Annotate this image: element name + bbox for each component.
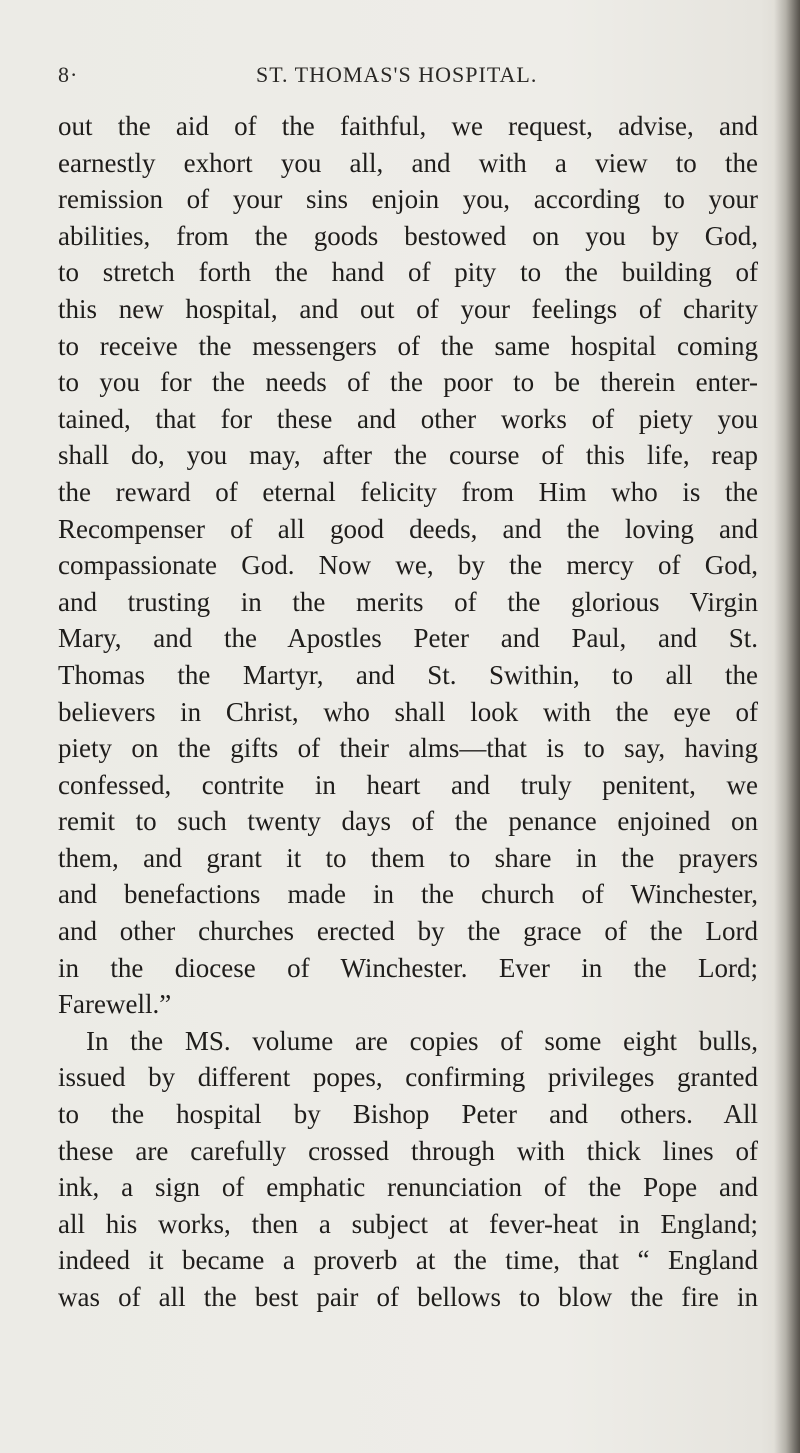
text-line: confessed, contrite in heart and truly penitent, we (58, 769, 758, 800)
running-title: ST. THOMAS'S HOSPITAL. (256, 62, 538, 87)
text-line: in the diocese of Winchester. Ever in the Lord; (58, 952, 758, 983)
text-line: this new hospital, and out of your feelings of charity (58, 293, 758, 324)
text-line: them, and grant it to them to share in the prayers (58, 842, 758, 873)
text-line: Recompenser of all good deeds, and the loving and (58, 513, 758, 544)
text-line: to the hospital by Bishop Peter and others. All (58, 1099, 758, 1130)
text-line: believers in Christ, who shall look with the eye of (58, 696, 758, 727)
text-line: and trusting in the merits of the glorious Virgin (58, 586, 758, 617)
text-line: Farewell.” (58, 989, 172, 1020)
text-line: Thomas the Martyr, and St. Swithin, to all the (58, 659, 758, 690)
text-line: earnestly exhort you all, and with a view to the (58, 147, 758, 178)
text-line: Mary, and the Apostles Peter and Paul, and St. (58, 623, 758, 654)
text-line: abilities, from the goods bestowed on you by God, (58, 220, 758, 251)
page-number: 8· (58, 62, 79, 87)
text-line: compassionate God. Now we, by the mercy of God, (58, 550, 758, 581)
text-line: indeed it became a proverb at the time, that “ England (58, 1245, 758, 1276)
text-line: to you for the needs of the poor to be therein enter- (58, 367, 758, 398)
text-line: remit to such twenty days of the penance enjoined on (58, 806, 758, 837)
text-line: piety on the gifts of their alms—that is to say, having (58, 733, 758, 764)
text-line: In the MS. volume are copies of some eight bulls, (86, 1025, 758, 1056)
body-text (58, 108, 758, 1316)
text-line: and benefactions made in the church of Winchester, (58, 879, 758, 910)
text-line: shall do, you may, after the course of this life, reap (58, 440, 758, 471)
text-line: and other churches erected by the grace of the Lord (58, 916, 758, 947)
text-line: all his works, then a subject at fever-heat in England; (58, 1208, 758, 1239)
text-line: remission of your sins enjoin you, according to your (58, 184, 758, 215)
text-line: to receive the messengers of the same hospital coming (58, 330, 758, 361)
page-edge-shadow (774, 0, 800, 1453)
text-line: was of all the best pair of bellows to blow the fire in (58, 1282, 758, 1312)
text-line: issued by different popes, confirming privileges granted (58, 1062, 758, 1093)
text-line: to stretch forth the hand of pity to the building of (58, 257, 758, 288)
text-line: these are carefully crossed through with thick lines of (58, 1135, 758, 1166)
text-line: out the aid of the faithful, we request, advise, and (58, 111, 758, 141)
text-line: the reward of eternal felicity from Him who is the (58, 476, 758, 507)
text-line: ink, a sign of emphatic renunciation of the Pope and (58, 1172, 758, 1203)
text-line: tained, that for these and other works of piety you (58, 403, 758, 434)
running-head (58, 62, 758, 92)
